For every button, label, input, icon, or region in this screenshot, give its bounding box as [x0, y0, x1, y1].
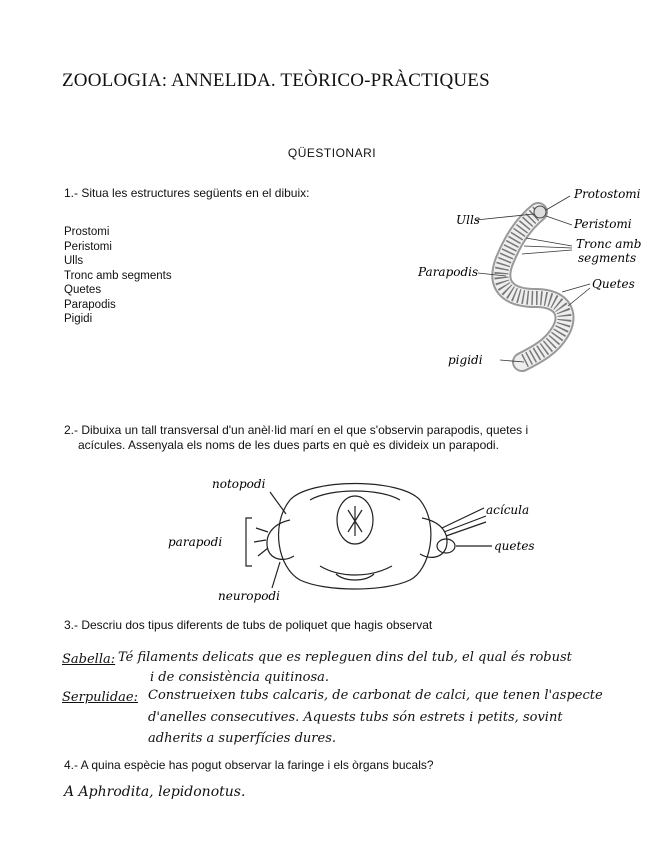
cross-section-drawing — [160, 470, 560, 610]
list-item: Tronc amb segments — [64, 269, 172, 282]
question-2-line-1: 2.- Dibuixa un tall transversal d'un anèl·lid marí en el que s'observin parapodis, quetes i — [64, 423, 529, 437]
serpulidae-answer-line-3: adherits a superfícies dures. — [148, 731, 337, 746]
label-parapodi: parapodi — [168, 535, 223, 549]
list-item: Parapodis — [64, 298, 116, 311]
question-2-line-2: acícules. Assenyala els noms de les dues parts en què es divideix un parapodi. — [78, 438, 499, 452]
label-quetes: quetes — [494, 539, 535, 553]
label-pigidi: pigidi — [448, 353, 483, 367]
label-peristomi: Peristomi — [574, 217, 632, 231]
sabella-term: Sabella: — [62, 652, 116, 667]
label-tronc-1: Tronc amb — [576, 237, 642, 251]
list-item: Peristomi — [64, 240, 112, 253]
questionnaire-heading: QÜESTIONARI — [287, 146, 377, 160]
document-title: ZOOLOGIA: ANNELIDA. TEÒRICO-PRÀCTIQUES — [62, 70, 490, 91]
serpulidae-term: Serpulidae: — [62, 690, 138, 705]
label-quetes: Quetes — [592, 277, 635, 291]
sabella-answer-line-1: Té filaments delicats que es repleguen dins del tub, el qual és robust — [118, 650, 572, 665]
label-parapodis: Parapodis — [418, 265, 479, 279]
label-acicula: acícula — [486, 503, 530, 517]
list-item: Pigidi — [64, 313, 93, 325]
list-item: Ulls — [64, 255, 84, 267]
question-4-answer: A Aphrodita, lepidonotus. — [64, 784, 246, 800]
label-tronc-2: segments — [578, 251, 637, 265]
question-4: 4.- A quina espècie has pogut observar la faringe i els òrgans bucals? — [64, 758, 434, 772]
label-notopodi: notopodi — [212, 477, 266, 491]
list-item: Quetes — [64, 284, 102, 296]
label-protostomi: Protostomi — [574, 187, 641, 201]
question-3: 3.- Descriu dos tipus diferents de tubs de poliquet que hagis observat — [64, 618, 433, 632]
label-ulls: Ulls — [456, 213, 480, 227]
sabella-answer-line-2: i de consistència quitinosa. — [150, 670, 330, 685]
question-1: 1.- Situa les estructures següents en el dibuix: — [64, 186, 310, 200]
label-neuropodi: neuropodi — [218, 589, 280, 603]
serpulidae-answer-line-2: d'anelles consecutives. Aquests tubs són estrets i petits, sovint — [148, 710, 563, 725]
serpulidae-answer-line-1: Construeixen tubs calcaris, de carbonat de calci, que tenen l'aspecte — [148, 688, 603, 703]
structure-list — [64, 225, 172, 327]
annelid-worm-drawing — [400, 180, 664, 380]
list-item: Prostomi — [64, 226, 110, 238]
